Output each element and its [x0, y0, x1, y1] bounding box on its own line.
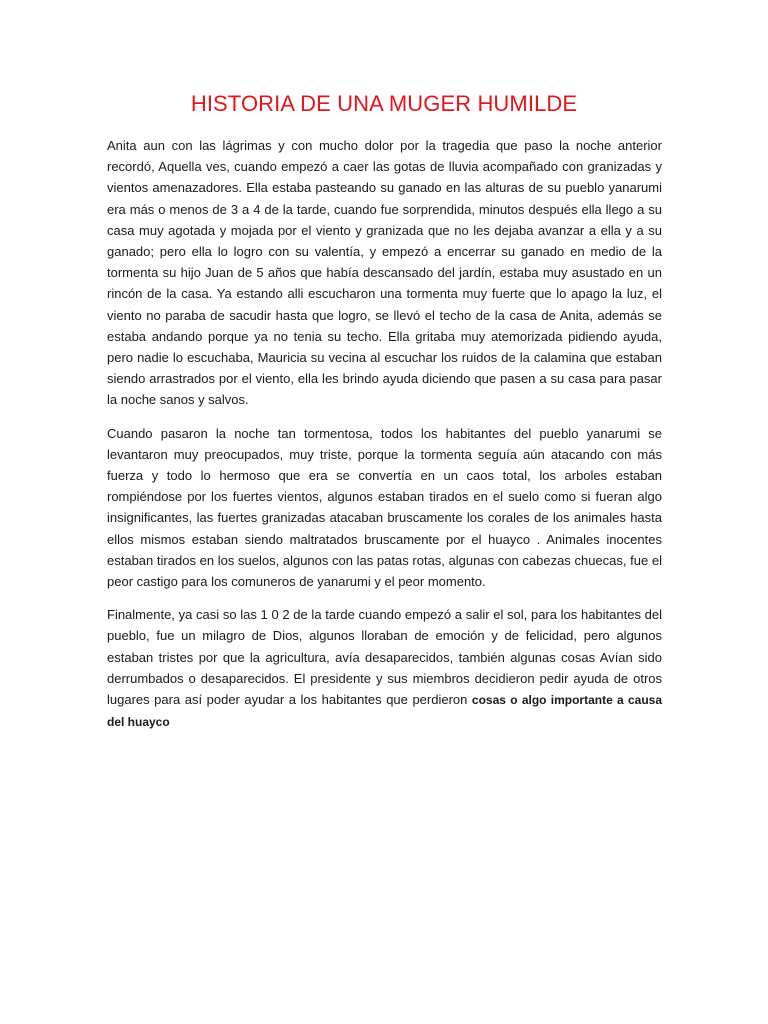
paragraph-3-tail: cosas o algo importante a causa del huayco	[107, 693, 662, 730]
paragraph-3-text: Finalmente, ya casi so las 1 0 2 de la tarde cuando empezó a salir el sol, para los habitantes del pueblo, fue un milagro de Dios, algunos lloraban de emoción y de felicidad, pero algunos estaban tristes por que la agricultura, avía desaparecidos, también algunas cosas Avían sido derrumbados o desaparecidos. El presidente y sus miembros decidieron pedir ayuda de otros lugares para así poder ayudar a los habitantes que perdieron	[107, 607, 662, 708]
document-body	[107, 135, 662, 745]
paragraph-1: Anita aun con las lágrimas y con mucho dolor por la tragedia que paso la noche anterior recordó, Aquella ves, cuando empezó a caer las gotas de lluvia acompañado con granizadas y vientos amenazadores. Ella estaba pasteando su ganado en las alturas de su pueblo yanarumi era más o menos de 3 a 4 de la tarde, cuando fue sorprendida, minutos después ella llego a su casa muy agotada y mojada por el viento y granizada que no les dejaba avanzar a ella y a su ganado; pero ella lo logro con su valentía, y empezó a encerrar su ganado en medio de la tormenta su hijo Juan de 5 años que había descansado del jardín, estaba muy asustado en un rincón de la casa. Ya estando alli escucharon una tormenta muy fuerte que lo apago la luz, el viento no paraba de sacudir hasta que logro, se llevó el techo de la casa de Anita, además se estaba andando porque ya no tenia su techo. Ella gritaba muy atemorizada pidiendo ayuda, pero nadie lo escuchaba, Mauricia su vecina al escuchar los ruidos de la calamina que estaban siendo arrastrados por el viento, ella les brindo ayuda diciendo que pasen a su casa para pasar la noche sanos y salvos.	[107, 138, 662, 408]
document-title: HISTORIA DE UNA MUGER HUMILDE	[190, 91, 578, 116]
paragraph-3	[107, 604, 662, 733]
paragraph-2: Cuando pasaron la noche tan tormentosa, todos los habitantes del pueblo yanarumi se levantaron muy preocupados, muy triste, porque la tormenta seguía aún atacando con más fuerza y todo lo hermoso que era se convertía en un caos total, los arboles estaban rompiéndose por los fuertes vientos, algunos estaban tirados en el suelo como si fueran algo insignificantes, las fuertes granizadas atacaban bruscamente los corales de los animales hasta ellos mismos estaban siendo maltratados bruscamente por el huayco . Animales inocentes estaban tirados en los suelos, algunos con las patas rotas, algunas con cabezas chuecas, fue el peor castigo para los comuneros de yanarumi y el peor momento.	[107, 425, 662, 590]
